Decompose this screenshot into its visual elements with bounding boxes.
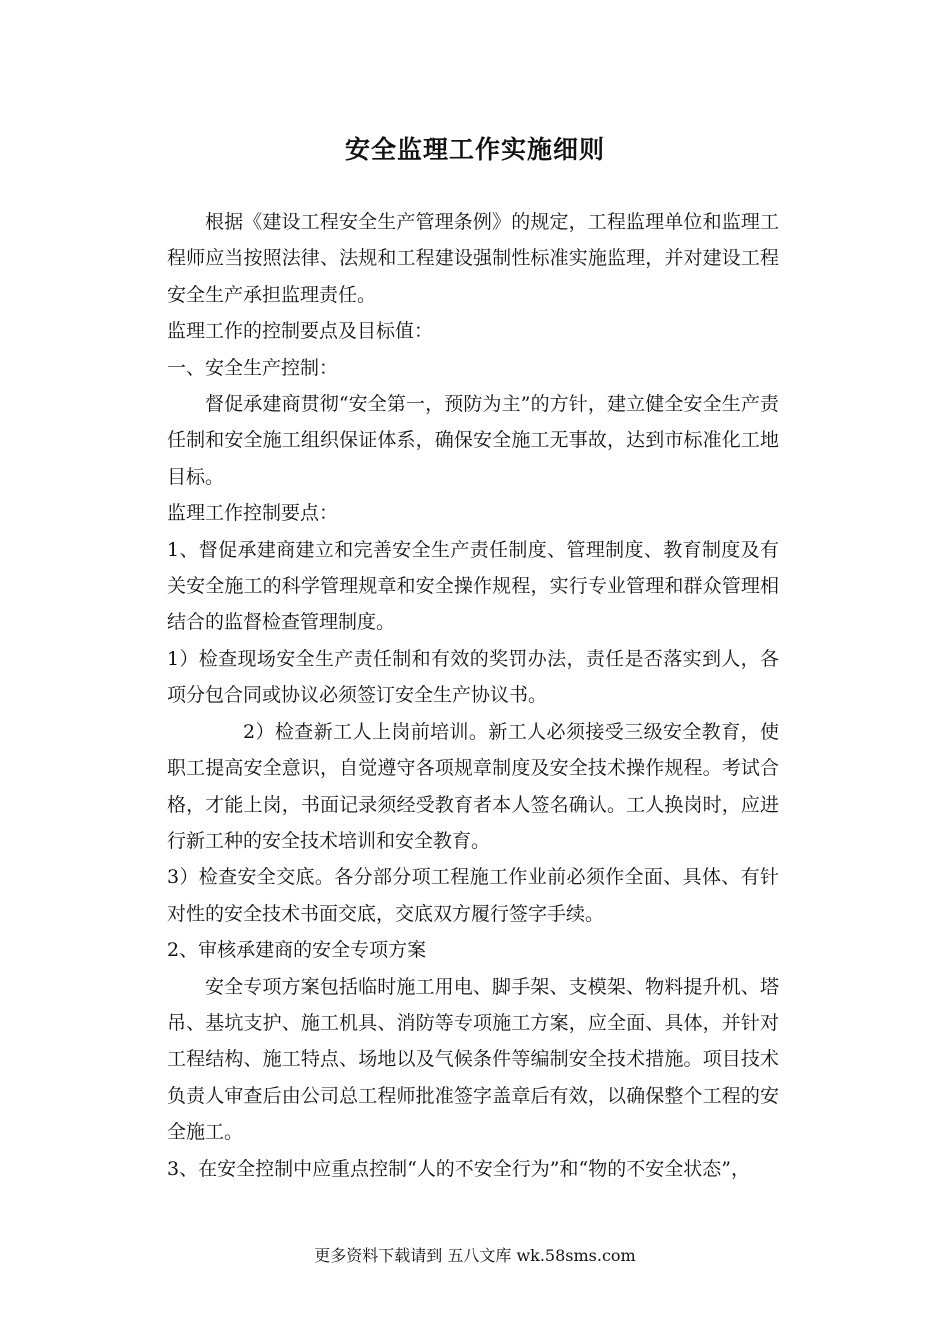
paragraph-supervision-points-heading: 监理工作控制要点： — [167, 502, 339, 525]
list-item-3: 3、在安全控制中应重点控制“人的不安全行为”和“物的不安全状态”， — [167, 1157, 750, 1180]
paragraph-special-plans: 安全专项方案包括临时施工用电、脚手架、支模架、物料提升机、塔吊、基坑支护、施工机具、消防等专项施工方案，应全面、具体，并针对工程结构、施工特点、场地以及气候条件等编制安全技术措施。项目技术负责人审查后由公司总工程师批准签字盖章后有效，以确保整个工程的安全施工。 — [167, 975, 779, 1144]
page-footer: 更多资料下载请到 五八文库 wk.58sms.com — [314, 1246, 636, 1265]
page-title: 安全监理工作实施细则 — [344, 135, 605, 164]
sub-item-1: 1）检查现场安全生产责任制和有效的奖罚办法，责任是否落实到人，各项分包合同或协议必须签订安全生产协议书。 — [167, 647, 779, 707]
paragraph-intro: 根据《建设工程安全生产管理条例》的规定，工程监理单位和监理工程师应当按照法律、法规和工程建设强制性标准实施监理，并对建设工程安全生产承担监理责任。 — [167, 211, 779, 306]
document-body — [167, 204, 779, 1187]
sub-item-2: 2）检查新工人上岗前培训。新工人必须接受三级安全教育，使职工提高安全意识，自觉遵守各项规章制度及安全技术操作规程。考试合格，才能上岗，书面记录须经受教育者本人签名确认。工人换岗时，应进行新工种的安全技术培训和安全教育。 — [167, 720, 779, 852]
sub-item-3: 3）检查安全交底。各分部分项工程施工作业前必须作全面、具体、有针对性的安全技术书面交底，交底双方履行签字手续。 — [167, 866, 779, 925]
paragraph-safety-policy: 督促承建商贯彻“安全第一，预防为主”的方针，建立健全安全生产责任制和安全施工组织保证体系，确保安全施工无事故，达到市标准化工地目标。 — [167, 393, 779, 488]
section-heading-safety-control: 一、安全生产控制： — [167, 356, 339, 379]
list-item-1: 1、督促承建商建立和完善安全生产责任制度、管理制度、教育制度及有关安全施工的科学管理规章和安全操作规程，实行专业管理和群众管理相结合的监督检查管理制度。 — [167, 538, 779, 634]
paragraph-control-points-heading: 监理工作的控制要点及目标值： — [167, 320, 434, 343]
list-item-2: 2、审核承建商的安全专项方案 — [167, 939, 427, 962]
